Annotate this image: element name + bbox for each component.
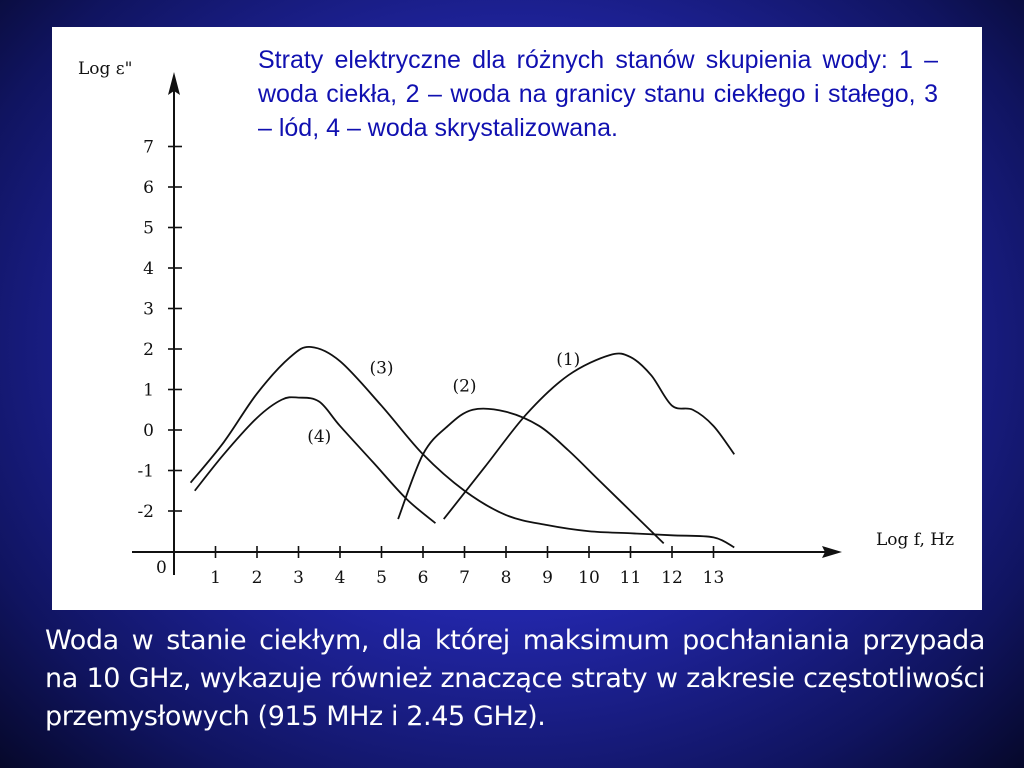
y-tick-label: 4	[143, 259, 154, 279]
y-tick-label: 0	[143, 421, 154, 441]
x-tick-label: 5	[376, 568, 387, 588]
x-tick-label: 3	[293, 568, 304, 588]
y-tick-label: 3	[143, 299, 154, 320]
x-tick-label: 11	[619, 568, 642, 588]
series-line-1	[444, 353, 735, 519]
series-line-4	[195, 397, 436, 523]
figure-caption: Straty elektryczne dla różnych stanów skupienia wody: 1 – woda ciekła, 2 – woda na granicy stanu ciekłego i stałego, 3 – lód, 4 – woda skrystalizowana.	[258, 46, 938, 142]
x-tick-label: 13	[702, 568, 725, 588]
x-tick-label: 9	[542, 568, 553, 588]
x-tick-label: 6	[417, 568, 429, 588]
x-axis-arrow	[822, 546, 842, 558]
series-line-2	[398, 409, 664, 544]
y-tick-label: 5	[143, 218, 154, 239]
series-label-1: (1)	[556, 350, 581, 371]
origin-label: 0	[156, 558, 167, 578]
x-tick-label: 1	[210, 568, 221, 588]
x-tick-label: 7	[459, 568, 470, 588]
series-label-2: (2)	[452, 376, 477, 397]
y-tick-label: 7	[143, 137, 154, 158]
y-tick-label: -1	[137, 461, 154, 482]
x-tick-label: 4	[334, 568, 346, 588]
y-tick-label: 1	[143, 380, 154, 401]
figure-panel	[52, 27, 982, 610]
y-tick-label: 6	[143, 178, 154, 198]
series-label-4: (4)	[307, 427, 332, 448]
series-label-3: (3)	[369, 358, 394, 379]
y-tick-label: -2	[137, 502, 154, 522]
y-tick-label: 2	[143, 340, 154, 360]
y-axis-label: Log ε"	[78, 59, 133, 79]
x-tick-label: 2	[251, 568, 263, 588]
x-tick-label: 8	[500, 568, 512, 588]
x-tick-label: 12	[661, 568, 683, 588]
slide-body-text: Woda w stanie ciekłym, dla której maksimum pochłaniania przypada na 10 GHz, wykazuje również znaczące straty w zakresie częstotliwości przemysłowych (915 MHz i 2.45 GHz).	[45, 625, 985, 732]
x-axis-label: Log f, Hz	[876, 530, 955, 550]
chart-axes	[132, 72, 842, 575]
x-tick-label: 10	[578, 568, 600, 588]
